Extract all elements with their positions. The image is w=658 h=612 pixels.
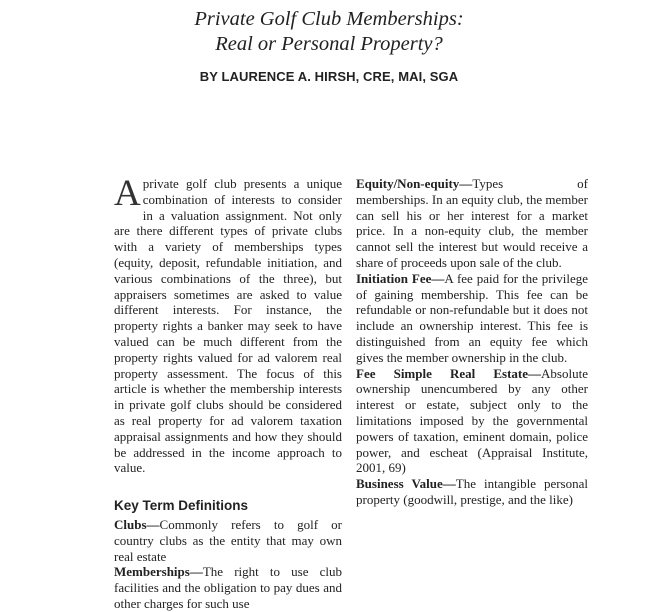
article-title-line-2: Real or Personal Property? (215, 33, 443, 55)
definition-term: Initiation Fee— (356, 270, 445, 286)
definition-text: Commonly refers to golf or country clubs as the entity that may own real estate (114, 516, 342, 564)
definition-text: Types of memberships. In an equity club, the member can sell his or her interest for a market price. In a non-equity club, the member cannot sell the interest but would receive a share of proceeds upon sale of the club. (356, 176, 588, 270)
definition-text: A fee paid for the privilege of gaining membership. This fee can be refundable or non-refundable but it does not include an ownership interest. This fee is distinguished from an equity fee which gives the member ownership in the club. (356, 270, 588, 365)
definition-initiation-fee (356, 271, 588, 366)
definition-term: Equity/Non-equity— (356, 176, 473, 191)
section-heading: Key Term Definitions (114, 498, 249, 514)
definition-text: The right to use club facilities and the obligation to pay dues and other charges for such use (114, 564, 342, 611)
intro-text: private golf club presents a unique combination of interests to consider in a valuation assignment. Not only are there different types of private clubs with a variety of memberships types (equity, deposit, refundable initiation, and various combinations of the three), but appraisers sometimes are asked to value different interests. For instance, the property rights a banker may seek to have valued can be much different from the property rights valued for ad valorem real property assessment. The focus of this article is whether the membership interests in private golf clubs should be considered as real property for ad valorem taxation appraisal assignments and how they should be addressed in the income approach to value. (114, 176, 342, 476)
intro-paragraph (114, 173, 342, 476)
definition-text: Absolute ownership unencumbered by any other interest or estate, subject only to the limitations imposed by the governmental powers of taxation, eminent domain, police power, and escheat (Appraisal Institute, 2001, 69) (356, 365, 588, 476)
definition-text: The intangible personal property (goodwill, prestige, and the like) (356, 476, 588, 507)
definition-business-value (356, 476, 588, 508)
definition-fee-simple (356, 366, 588, 477)
left-column (114, 173, 342, 612)
definition-term: Business Value— (356, 476, 456, 492)
definition-term: Fee Simple Real Estate— (356, 365, 542, 381)
definition-term: Clubs— (114, 516, 160, 532)
drop-cap: A (114, 173, 141, 214)
definition-clubs (114, 517, 342, 564)
article-byline: BY LAURENCE A. HIRSH, CRE, MAI, SGA (199, 69, 459, 84)
definition-equity (356, 176, 588, 271)
article-title-line-1: Private Golf Club Memberships: (194, 8, 464, 30)
right-column (356, 176, 588, 508)
definition-term: Memberships— (114, 564, 203, 580)
definition-memberships (114, 564, 342, 611)
